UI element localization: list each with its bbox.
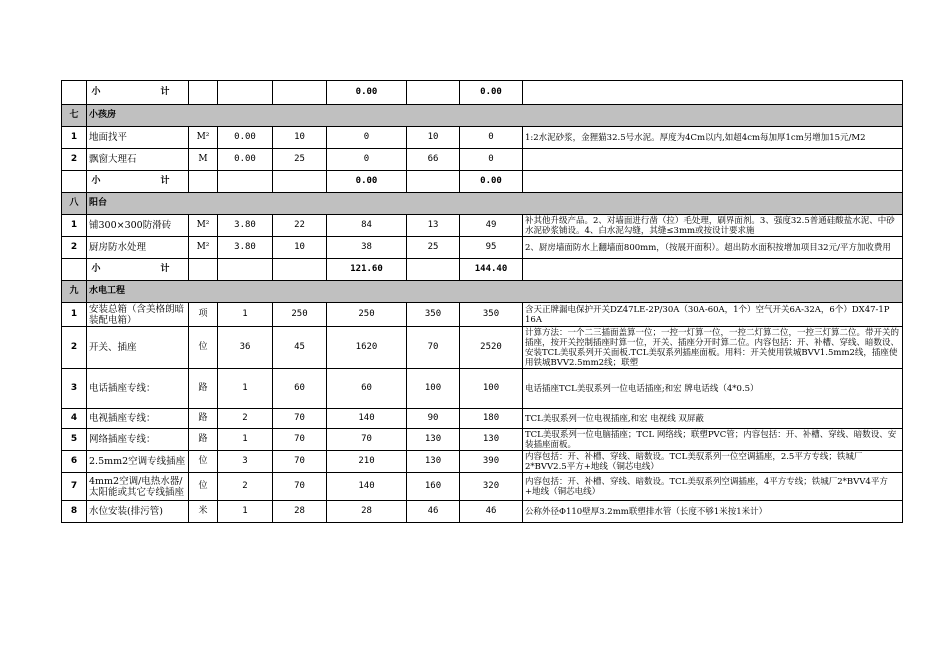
item-quantity: 2 <box>218 409 273 429</box>
table-row <box>62 429 903 451</box>
item-unit-price-1: 70 <box>273 409 327 429</box>
item-name: 2.5mm2空调专线插座 <box>87 451 189 473</box>
section-header-row <box>62 105 903 127</box>
item-quantity: 1 <box>218 501 273 523</box>
item-amount-1: 84 <box>327 215 407 237</box>
index-cell <box>62 259 87 281</box>
item-unit: 项 <box>189 303 218 327</box>
item-quantity: 1 <box>218 429 273 451</box>
item-unit: 位 <box>189 473 218 501</box>
item-unit-price-1: 10 <box>273 127 327 149</box>
item-index: 2 <box>62 237 87 259</box>
unit-cell <box>189 171 218 193</box>
price2-cell <box>407 259 460 281</box>
item-description: 内容包括：开、补槽、穿线、暗数设。TCL美驭系列空调插座，4平方专线；铁城厂2*BVV4平方+地线（铜芯电线） <box>523 473 903 501</box>
item-description: 补其他升级产品。2、对墙面进行凿（拉）毛处理，刷界面剂。3、强度32.5普通硅酸盐水泥、中砂水泥砂浆铺设。4、白水泥勾缝，其缝≤3mm或按设计要求施 <box>523 215 903 237</box>
table-row <box>62 369 903 409</box>
item-unit-price-2: 130 <box>407 451 460 473</box>
item-description: TCL美驭系列一位电脑插座；TCL 网络线；联塑PVC管；内容包括：开、补槽、穿线、暗数设、安装插座面板。 <box>523 429 903 451</box>
item-amount-1: 38 <box>327 237 407 259</box>
item-amount-1: 0 <box>327 149 407 171</box>
item-unit: M <box>189 149 218 171</box>
item-unit-price-2: 13 <box>407 215 460 237</box>
item-unit: M² <box>189 215 218 237</box>
table-row <box>62 127 903 149</box>
item-amount-2: 2520 <box>460 327 523 369</box>
subtotal-amount-1: 121.60 <box>327 259 407 281</box>
item-unit-price-2: 70 <box>407 327 460 369</box>
item-quantity: 1 <box>218 369 273 409</box>
item-index: 1 <box>62 127 87 149</box>
item-amount-2: 180 <box>460 409 523 429</box>
item-amount-2: 0 <box>460 149 523 171</box>
item-name: 安装总箱（含美格朗暗装配电箱） <box>87 303 189 327</box>
item-amount-2: 46 <box>460 501 523 523</box>
qty-cell <box>218 171 273 193</box>
item-index: 1 <box>62 215 87 237</box>
section-title: 小孩房 <box>87 105 903 127</box>
item-description: 2、厨房墙面防水上翻墙面800mm，（按展开面积）。超出防水面积按增加项目32元/平方加收费用 <box>523 237 903 259</box>
item-amount-1: 70 <box>327 429 407 451</box>
desc-cell <box>523 259 903 281</box>
item-unit-price-1: 25 <box>273 149 327 171</box>
item-unit: M² <box>189 237 218 259</box>
item-unit-price-1: 60 <box>273 369 327 409</box>
item-unit-price-2: 130 <box>407 429 460 451</box>
section-title: 阳台 <box>87 193 903 215</box>
item-description: 公称外径Φ110壁厚3.2mm联塑排水管（长度不够1米按1米计） <box>523 501 903 523</box>
item-name: 电话插座专线： <box>87 369 189 409</box>
item-unit-price-2: 350 <box>407 303 460 327</box>
item-index: 3 <box>62 369 87 409</box>
item-index: 1 <box>62 303 87 327</box>
subtotal-row <box>62 259 903 281</box>
item-amount-2: 95 <box>460 237 523 259</box>
item-unit-price-1: 22 <box>273 215 327 237</box>
desc-cell <box>523 171 903 193</box>
item-amount-1: 250 <box>327 303 407 327</box>
quotation-table <box>61 80 903 523</box>
price1-cell <box>273 81 327 105</box>
table-row <box>62 409 903 429</box>
item-index: 2 <box>62 149 87 171</box>
item-amount-2: 0 <box>460 127 523 149</box>
item-quantity: 0.00 <box>218 127 273 149</box>
section-title: 水电工程 <box>87 281 903 303</box>
item-amount-2: 49 <box>460 215 523 237</box>
item-unit-price-1: 10 <box>273 237 327 259</box>
subtotal-amount-1: 0.00 <box>327 171 407 193</box>
table-body <box>62 81 903 523</box>
index-cell <box>62 171 87 193</box>
item-unit-price-2: 100 <box>407 369 460 409</box>
subtotal-amount-1: 0.00 <box>327 81 407 105</box>
table-row <box>62 237 903 259</box>
item-unit-price-1: 70 <box>273 429 327 451</box>
item-amount-2: 320 <box>460 473 523 501</box>
item-index: 7 <box>62 473 87 501</box>
desc-cell <box>523 81 903 105</box>
item-description <box>523 149 903 171</box>
item-amount-1: 140 <box>327 473 407 501</box>
item-unit: 位 <box>189 327 218 369</box>
table-row <box>62 327 903 369</box>
item-quantity: 2 <box>218 473 273 501</box>
item-unit-price-1: 250 <box>273 303 327 327</box>
table-row <box>62 303 903 327</box>
subtotal-row <box>62 171 903 193</box>
item-amount-1: 140 <box>327 409 407 429</box>
item-description: 计算方法：一个二三插面盖算一位；一控一灯算一位，一控二灯算二位，一控三灯算二位。带开关的插座，按开关控制插座时算一位，开关、插座分开时算二位。内容包括：开、补槽、穿线、暗数设、安装TCL美驭系列开关面板.TCL美驭系列插座面板。用料：开关使用铁城BVV1.5mm2线，插座使用铁城BVV2.5mm2线；联塑 <box>523 327 903 369</box>
item-unit: 路 <box>189 409 218 429</box>
section-header-row <box>62 193 903 215</box>
item-amount-2: 130 <box>460 429 523 451</box>
item-quantity: 1 <box>218 303 273 327</box>
item-amount-1: 1620 <box>327 327 407 369</box>
item-amount-1: 28 <box>327 501 407 523</box>
item-quantity: 3 <box>218 451 273 473</box>
item-unit: 米 <box>189 501 218 523</box>
item-unit-price-2: 90 <box>407 409 460 429</box>
subtotal-amount-2: 144.40 <box>460 259 523 281</box>
item-unit: 路 <box>189 429 218 451</box>
qty-cell <box>218 81 273 105</box>
item-index: 5 <box>62 429 87 451</box>
item-amount-1: 210 <box>327 451 407 473</box>
price2-cell <box>407 171 460 193</box>
table-row <box>62 149 903 171</box>
item-name: 铺300×300防滑砖 <box>87 215 189 237</box>
subtotal-label: 小 计 <box>87 259 189 281</box>
item-quantity: 0.00 <box>218 149 273 171</box>
item-unit-price-2: 160 <box>407 473 460 501</box>
section-header-row <box>62 281 903 303</box>
index-cell <box>62 81 87 105</box>
section-index: 八 <box>62 193 87 215</box>
item-description: TCL美驭系列一位电视插座,和宏 电视线 双屏蔽 <box>523 409 903 429</box>
item-description: 含天正牌漏电保护开关DZ47LE-2P/30A（30A-60A，1个）空气开关6A-32A，6个）DX47-1P 16A <box>523 303 903 327</box>
item-unit-price-2: 25 <box>407 237 460 259</box>
item-quantity: 3.80 <box>218 215 273 237</box>
subtotal-label: 小 计 <box>87 81 189 105</box>
subtotal-label: 小 计 <box>87 171 189 193</box>
item-name: 地面找平 <box>87 127 189 149</box>
item-unit-price-2: 10 <box>407 127 460 149</box>
item-name: 4mm2空调/电热水器/太阳能或其它专线插座 <box>87 473 189 501</box>
item-name: 开关、插座 <box>87 327 189 369</box>
item-unit-price-1: 70 <box>273 451 327 473</box>
item-name: 网络插座专线： <box>87 429 189 451</box>
item-description: 内容包括：开、补槽、穿线、暗数设。TCL美驭系列一位空调插座，2.5平方专线；铁城厂2*BVV2.5平方+地线（铜芯电线） <box>523 451 903 473</box>
table-row <box>62 473 903 501</box>
item-unit-price-1: 45 <box>273 327 327 369</box>
qty-cell <box>218 259 273 281</box>
item-index: 4 <box>62 409 87 429</box>
item-description: 电话插座TCL美驭系列一位电话插座;和宏 牌电话线（4*0.5） <box>523 369 903 409</box>
item-name: 厨房防水处理 <box>87 237 189 259</box>
table-row <box>62 501 903 523</box>
unit-cell <box>189 81 218 105</box>
item-quantity: 3.80 <box>218 237 273 259</box>
subtotal-amount-2: 0.00 <box>460 171 523 193</box>
item-name: 飘窗大理石 <box>87 149 189 171</box>
item-index: 2 <box>62 327 87 369</box>
item-index: 8 <box>62 501 87 523</box>
item-index: 6 <box>62 451 87 473</box>
price2-cell <box>407 81 460 105</box>
unit-cell <box>189 259 218 281</box>
item-name: 水位安装(排污管) <box>87 501 189 523</box>
item-amount-1: 0 <box>327 127 407 149</box>
item-unit-price-2: 46 <box>407 501 460 523</box>
item-unit: M² <box>189 127 218 149</box>
item-unit: 路 <box>189 369 218 409</box>
item-name: 电视插座专线： <box>87 409 189 429</box>
item-unit-price-1: 70 <box>273 473 327 501</box>
item-amount-2: 100 <box>460 369 523 409</box>
item-unit-price-1: 28 <box>273 501 327 523</box>
item-amount-2: 390 <box>460 451 523 473</box>
item-description: 1:2水泥砂浆，金狸猫32.5号水泥。厚度为4Cm以内,如超4cm每加厚1cm另增加15元/M2 <box>523 127 903 149</box>
price1-cell <box>273 259 327 281</box>
subtotal-row <box>62 81 903 105</box>
table-row <box>62 451 903 473</box>
price1-cell <box>273 171 327 193</box>
subtotal-amount-2: 0.00 <box>460 81 523 105</box>
item-amount-1: 60 <box>327 369 407 409</box>
item-quantity: 36 <box>218 327 273 369</box>
item-unit: 位 <box>189 451 218 473</box>
section-index: 七 <box>62 105 87 127</box>
item-amount-2: 350 <box>460 303 523 327</box>
item-unit-price-2: 66 <box>407 149 460 171</box>
section-index: 九 <box>62 281 87 303</box>
table-row <box>62 215 903 237</box>
